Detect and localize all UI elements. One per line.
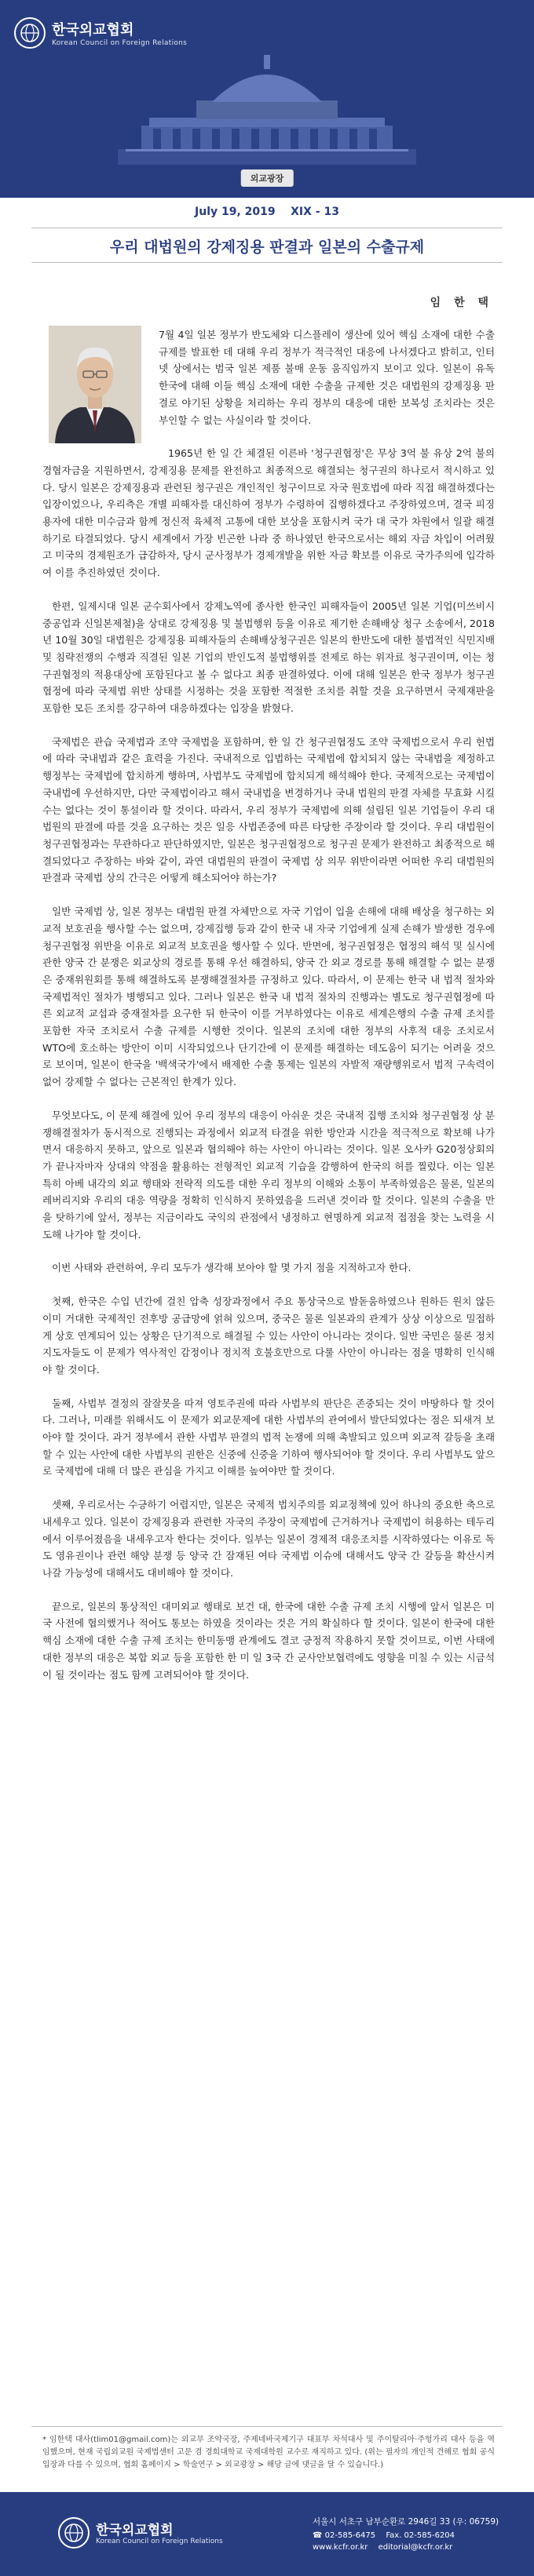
photo-spacer: [42, 326, 152, 446]
article-paragraph: 셋째, 우리로서는 수긍하기 어렵지만, 일본은 국제적 법치주의를 외교정책에 있어 하나의 중요한 축으로 내세우고 있다. 일본이 강제징용과 관련한 자국의 주장이 국제법에 근거하거나 국제법이 허용하는 테두리에서 이루어졌음을 내세우고자 한다는 것이다. 일부는 일본이 경제적 대응조치를 시작하였다는 이유로 독도 영유권이나 관련 해양 분쟁 등 양국 간 잠재된 여타 국제법 이슈에 대해서도 양국 간 갈등을 확산시켜 나갈 가능성에 대해서도 대비해야 할 것이다.: [42, 1499, 495, 1579]
article-paragraph: 끝으로, 일본의 통상적인 대미외교 행태로 보건 대, 한국에 대한 수출 규제 조치 시행에 앞서 일본은 미국 사전에 협의했거나 적어도 통보는 하였을 것이라는 것은 거의 확실하다 할 것이다. 일본이 한국에 대한 핵심 소재에 대한 수출 규제 조치는 한미동맹 관계에도 결코 긍정적 작용하지 못할 것이므로, 이번 사태에 대한 정부의 대응은 복합 외교 등을 포함한 한 미 일 3국 간 군사안보협력에도 영향을 미칠 수 있는 시금석이 될 것이라는 점도 함께 고려되어야 할 것이다.: [42, 1600, 495, 1681]
footer-tel: ☎ 02-585-6475: [313, 2531, 376, 2540]
org-name: 한국외교협회: [52, 22, 134, 38]
article-paragraph: 국제법은 관습 국제법과 조약 국제법을 포함하며, 한 일 간 청구권협정도 조약 국제법으로서 우리 헌법에 따라 국내법과 같은 효력을 가진다. 국내적으로 입법하는 국제법에 합치되지 않는 국내법을 제정하고 행정부는 국제법에 합치하게 행하며, 사법부도 국제법에 합치되게 해석해야 한다. 국제적으로는 국제법이 국내법에 우선하지만, 다만 국제법이라고 해서 국내법을 변경하거나 국내 법원의 판결 자체를 무효화 시킬 수는 없다는 것이 통설이라 할 것이다. 따라서, 우리 정부가 국제법에 의해 설립된 일본 기업들이 우리 대법원의 판결에 따를 것을 요구하는 것은 일응 사법존중에 따른 타당한 주장이라 할 것이다. 우리 대법원이 청구권협정과는 무관하다고 판단하였지만, 일본은 청구권협정으로 청구권 문제가 완전하고 최종적으로 해결되었다고 주장하는 바와 같이, 과연 대법원의 판결이 국제법 상 의무 위반이라면 어떠한 우리 대법원의 판결과 국제법 상의 간극은 어떻게 해소되어야 하는가?: [42, 735, 495, 884]
issue-date: July 19, 2019: [195, 206, 276, 218]
article-paragraph: 1965년 한 일 간 체결된 이른바 '청구권협정'은 무상 3억 불 유상 2억 불의 경협자금을 지원하면서, 강제징용 문제를 완전하고 최종적으로 해결되는 청구권의 하나로서 적시하고 있다. 당시 일본은 강제징용과 관련된 청구권은 개인적인 청구이므로 자국 원호법에 따라 직접 해결하겠다는 입장이었으나, 우리측은 개별 피해자를 대신하여 정부가 수령하여 집행하겠다고 주장하였으며, 결국 피징용자에 대한 미수금과 함께 정신적 육체적 고통에 대한 보상을 포함시켜 국가 대 국가 차원에서 일괄 해결하기로 타결되었다. 당시 세계에서 가장 빈곤한 나라 중 하나였던 한국으로서는 해외 자금 차입이 어려웠고 미국의 경제원조가 급감하자, 당시 군사정부가 경제개발을 위한 자금 확보를 이유로 국가주의에 입각하여 이를 추진하였던 것이다.: [42, 447, 495, 579]
article-paragraph: 7월 4일 일본 정부가 반도체와 디스플레이 생산에 있어 핵심 소재에 대한 수출 규제를 발표한 데 대해 우리 정부가 적극적인 대응에 나서겠다고 밝히고, 인터넷 상에서는 범국 일본 제품 불매 운동 움직임까지 보이고 있다. 일본이 유독 한국에 대해 이들 핵심 소재에 대한 수출을 규제한 것은 대법원의 강제징용 판결로 야기된 상황을 처리하는 우리 정부의 대응에 대한 보복성 조치라는 것은 부인할 수 없는 사실이라 할 것이다.: [42, 326, 495, 428]
footer-fax: Fax. 02-585-6204: [386, 2531, 455, 2540]
author-footnote: * 임한택 대사(tlim01@gmail.com)는 외교부 조약국장, 주제네바국제기구 대표부 차석대사 및 주이탈리아·주헝가리 대사 등을 역임했으며, 현재 국립외교원 국제법센터 고문 겸 경희대학교 국제대학원 교수로 재직하고 있다. (위는 필자의 개인적 견해로 협회 공식 입장과 다를 수 있으며, 협회 홈페이지 > 학술연구 > 외교광장 > 해당 글에 댓글을 달 수 있습니다.): [42, 2436, 495, 2469]
footer-org-name-en: Korean Council on Foreign Relations: [96, 2538, 223, 2545]
header-banner: [0, 0, 534, 198]
article-paragraph: 이번 사태와 관련하여, 우리 모두가 생각해 보아야 할 몇 가지 점을 지적하고자 한다.: [52, 1262, 411, 1274]
article-title: 우리 대법원의 강제징용 판결과 일본의 수출규제: [109, 239, 425, 256]
org-name-en: Korean Council on Foreign Relations: [52, 39, 188, 47]
column-label: 외교광장: [241, 169, 294, 187]
issue-number: XIX - 13: [291, 206, 339, 218]
article-paragraph: 둘째, 사법부 결정의 잘잘못을 따져 영토주권에 따라 사법부의 판단은 존중되는 것이 마땅하다 할 것이다. 그러나, 미래를 위해서도 이 문제가 외교문제에 대한 사법부의 관여에서 발단되었다는 점은 되새겨 보아야 할 것이다. 과거 정부에서 관한 사법부 판결의 법적 논쟁에 의해 촉발되고 있으며 외교적 갈등을 초래할 수 있는 사안에 대한 사법부의 권한은 신중에 신중을 기하여 행사되어야 할 것이다. 우리 사법부도 앞으로 국제법에 대해 더 많은 관심을 가지고 이해를 높여야만 할 것이다.: [42, 1397, 495, 1477]
author-name: 임 한 택: [430, 297, 493, 309]
footer-banner: [0, 2492, 534, 2576]
footer-address: 서울시 서초구 남부순환로 2946길 33 (우: 06759): [313, 2517, 499, 2527]
globe-icon: [64, 2523, 84, 2543]
article-paragraph: 한편, 일제시대 일본 군수회사에서 강제노역에 종사한 한국인 피해자들이 2005년 일본 기업(미쓰비시 중공업과 신일본제철)을 상대로 강제징용 및 불법행위 등을 이유로 제기한 손해배상 청구 소송에서, 2018년 10월 30일 대법원은 강제징용 피해자들의 손해배상청구권은 일본의 한반도에 대한 불법적인 식민지배 및 침략전쟁의 수행과 직결된 일본 기업의 반인도적 불법행위를 전제로 하는 위자료 청구권이며, 이는 청구권협정의 적용대상에 포함된다고 볼 수 없다고 최종 판결하였다. 이에 대해 일본은 한국 정부가 청구권협정에 따라 국제법 위반 상태를 시정하는 것을 포함한 적절한 조치를 취할 것을 요구하면서 국제재판을 포함한 모든 조치를 강구하여 대응하겠다는 입장을 밝혔다.: [42, 599, 495, 715]
issue-info: [0, 206, 534, 218]
footer-org-name: 한국외교협회: [96, 2523, 174, 2538]
org-emblem-icon: [14, 17, 46, 49]
article-body: [42, 326, 495, 1700]
footer-email-link[interactable]: editorial@kcfr.or.kr: [378, 2543, 453, 2552]
footnote-divider: [31, 2426, 503, 2427]
globe-icon: [20, 23, 40, 43]
footer-contact: [313, 2530, 509, 2553]
article-paragraph: 무엇보다도, 이 문제 해결에 있어 우리 정부의 대응이 아쉬운 것은 국내적 집행 조치와 청구권협정 상 분쟁해결절차가 동시적으로 진행되는 과정에서 외교적 타결을 위한 방안과 시간을 적극적으로 확보해 나가면서 대응하지 못하고, 앞으로 일본과 협의해야 하는 사안이 아니라는 것이다. 일본 오사카 G20정상회의가 끝나자마자 상대의 약점을 활용하는 전형적인 외교적 기습을 감행하여 한국의 허를 찔렀다. 이는 일본 특히 아베 내각의 외교 행태와 전략적 의도를 대한 우리 정부의 이해와 소통이 부족하였음은 물론, 일본의 레버리지와 우리의 대응 역량을 정확히 인식하지 못하였음을 드러낸 것이라 할 것이다. 일본의 수출을 만을 탓하기에 앞서, 정부는 지금이라도 국익의 관점에서 냉정하고 현명하게 외교적 접점을 찾는 노력을 시도해 나가야 할 것이다.: [42, 1109, 495, 1241]
footer-web-link[interactable]: www.kcfr.or.kr: [313, 2543, 368, 2552]
article-paragraph: 일반 국제법 상, 일본 정부는 대법원 판결 자체만으로 자국 기업이 입을 손해에 대해 배상을 청구하는 외교적 보호권을 행사할 수는 없으며, 강제집행 등과 같이 한국 내 자국 기업에게 실제 손해가 발생한 경우에 청구권협정 위반을 이유로 외교적 보호권을 행사할 수 있다. 반면에, 청구권협정은 협정의 해석 및 실시에 관한 양국 간 분쟁은 외교상의 경로를 통해 우선 해결하되, 양국 간 외교 경로를 통해 해결할 수 없는 분쟁은 중재위원회를 통해 해결하도록 분쟁해결절차를 규정하고 있다. 따라서, 이 문제는 한국 내 법적 절차와 국제법적인 절차가 병행되고 있다. 그러나 일본은 한국 내 법적 절차의 진행과는 별도로 청구권협정에 따른 외교적 교섭과 중재절차를 요구한 뒤 한국이 이를 거부하였다는 이유로 세계은행의 수출 규제 조치를 포함한 자국 조치로서 수출 규제를 시행한 것이다. 일본의 조치에 대한 정부의 사후적 대응 조치로서 WTO에 호소하는 방안이 이미 시작되었으나 단기간에 이 문제를 해결하는 데도움이 되기는 어려울 것으로 보이며, 일본이 한국을 '백색국가'에서 배제한 수출 통제는 일본의 자발적 재량행위로서 법적 구속력이 없어 강제할 수 없다는 근본적인 한계가 있다.: [42, 905, 495, 1088]
footer-emblem-icon: [58, 2517, 90, 2549]
article-paragraph: 첫째, 한국은 수입 년간에 걸친 압축 성장과정에서 주요 통상국으로 발돋움하였으나 원하든 원치 않든 이미 거대한 국제적인 전후방 공급망에 얽혀 있으며, 중국은 물론 일본과의 관계가 상상 이상으로 밀접하게 상호 연계되어 있는 상황은 단기적으로 해결될 수 있는 사안이 아니라는 것이다. 일반 국민은 물론 정치 지도자들도 이 문제가 역사적인 감정이나 정치적 호불호만으로 다룰 사안이 아니라는 점을 명확히 인식해야 할 것이다.: [42, 1295, 495, 1375]
assembly-building-illustration: [118, 31, 416, 165]
divider: [31, 262, 503, 263]
